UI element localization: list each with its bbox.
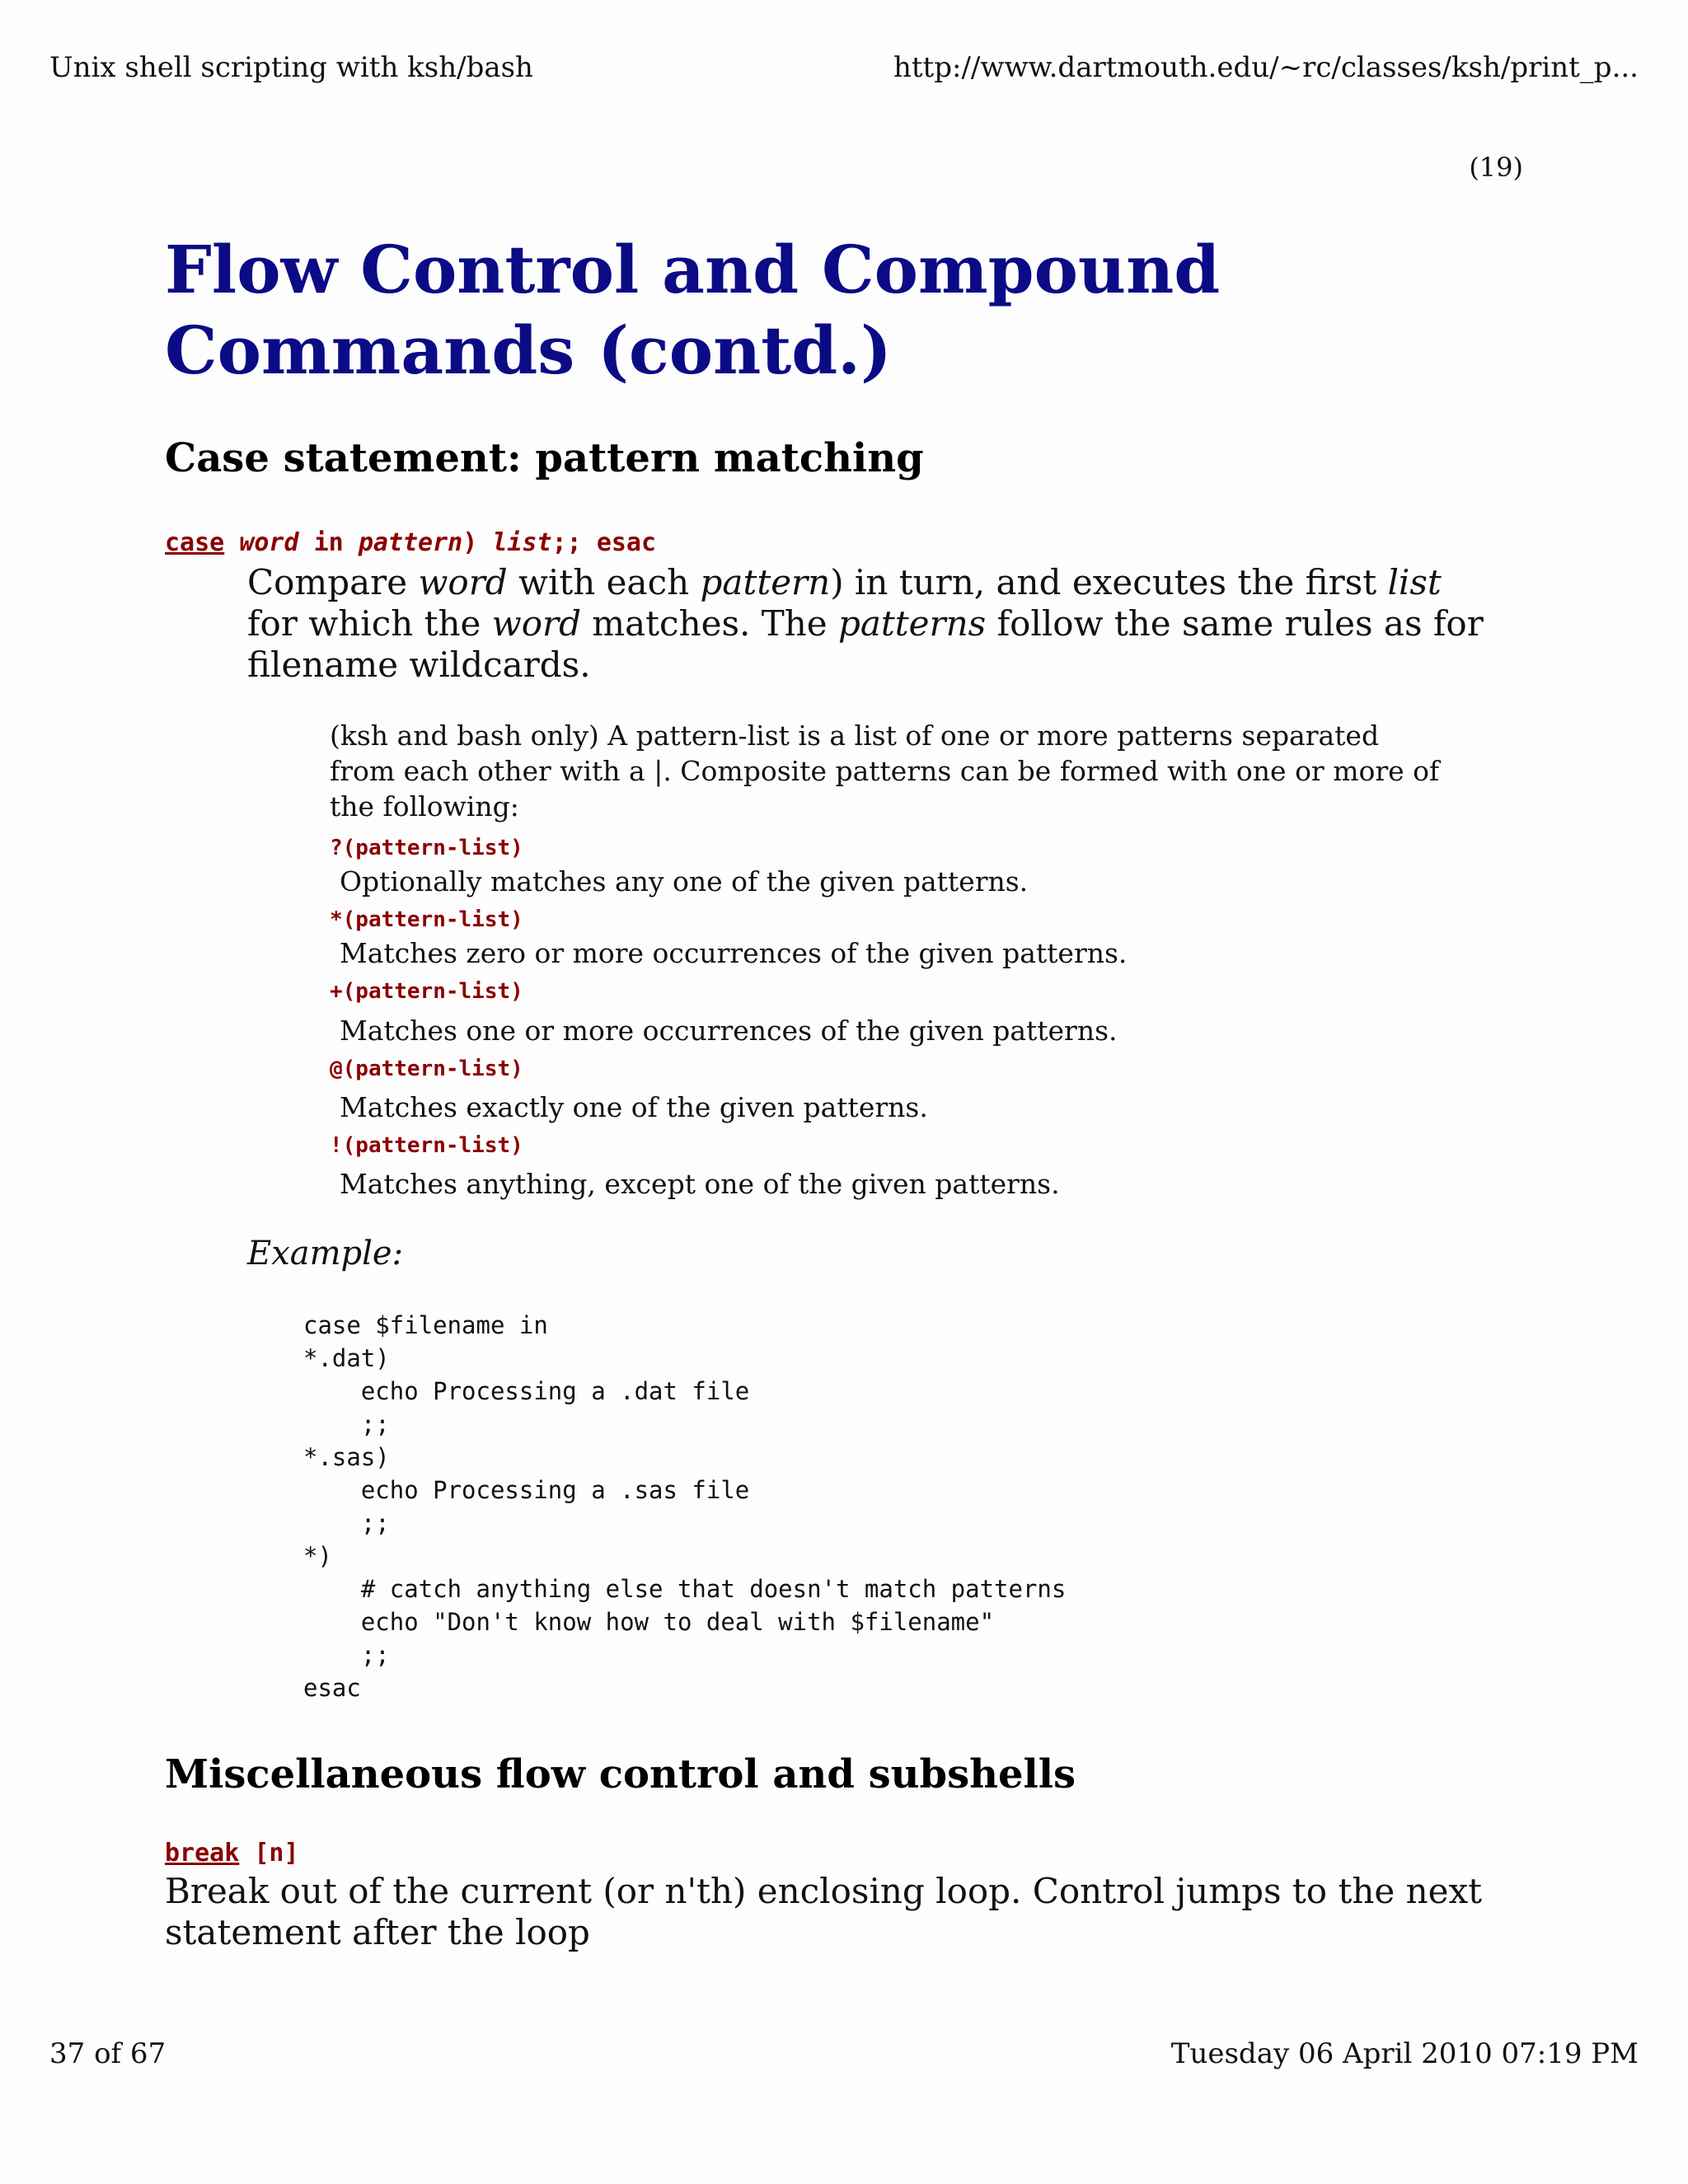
break-description: Break out of the current (or n'th) enclosing loop. Control jumps to the next statement after the loop [165,1871,1483,1952]
example-label: Example: [247,1235,404,1272]
case-esac-keyword: esac [596,528,657,557]
case-list: list [492,528,552,557]
page-title-line-2: Commands (contd.) [165,312,892,389]
misc-section-heading: Miscellaneous flow control and subshells [165,1751,1076,1797]
break-argument: [n] [254,1839,299,1868]
break-keyword-link[interactable]: break [165,1839,240,1868]
footer-timestamp: Tuesday 06 April 2010 07:19 PM [1170,2037,1639,2070]
main-content [165,229,1533,1952]
pattern-code: @(pattern-list) [330,1057,523,1081]
case-paren: ) [462,528,478,557]
pattern-description: Matches exactly one of the given patterns. [340,1091,928,1123]
example-code-block: case $filename in *.dat) echo Processing a .dat file ;; *.sas) echo Processing a .sas file ;; *) # catch anything else that doesn't match patterns echo "Don't know how to deal with $filename" ;; esac [303,1311,1067,1702]
page-title [165,229,1533,391]
case-pattern: pattern [358,528,463,557]
case-keyword-link[interactable]: case [165,528,225,557]
pattern-list-description: (ksh and bash only) A pattern-list is a list of one or more patterns separated from each other with a |. Composite patterns can be formed with one or more of the following: [330,719,1440,823]
page-number: (19) [1469,152,1523,183]
pattern-code: +(pattern-list) [330,979,523,1004]
case-in-keyword: in [313,528,344,557]
case-syntax [165,528,656,557]
pattern-code: ?(pattern-list) [330,836,523,860]
pattern-description: Matches one or more occurrences of the given patterns. [340,1015,1118,1047]
page-title-line-1: Flow Control and Compound [165,231,1221,308]
case-section-heading: Case statement: pattern matching [165,435,924,481]
pattern-description: Optionally matches any one of the given patterns. [340,865,1029,898]
break-syntax [165,1839,299,1868]
case-word: word [239,528,299,557]
header-url: http://www.dartmouth.edu/~rc/classes/ksh/print_p... [893,51,1639,84]
header-title: Unix shell scripting with ksh/bash [49,51,533,84]
case-description: Compare word with each pattern) in turn, and executes the first list for which the word matches. The patterns follow the same rules as for filename wildcards. [247,562,1484,685]
pattern-description: Matches zero or more occurrences of the given patterns. [340,937,1128,969]
footer-page-count: 37 of 67 [49,2037,166,2070]
pattern-code: *(pattern-list) [330,907,523,932]
case-semis: ;; [551,528,582,557]
pattern-code: !(pattern-list) [330,1133,523,1158]
pattern-description: Matches anything, except one of the given patterns. [340,1168,1060,1200]
